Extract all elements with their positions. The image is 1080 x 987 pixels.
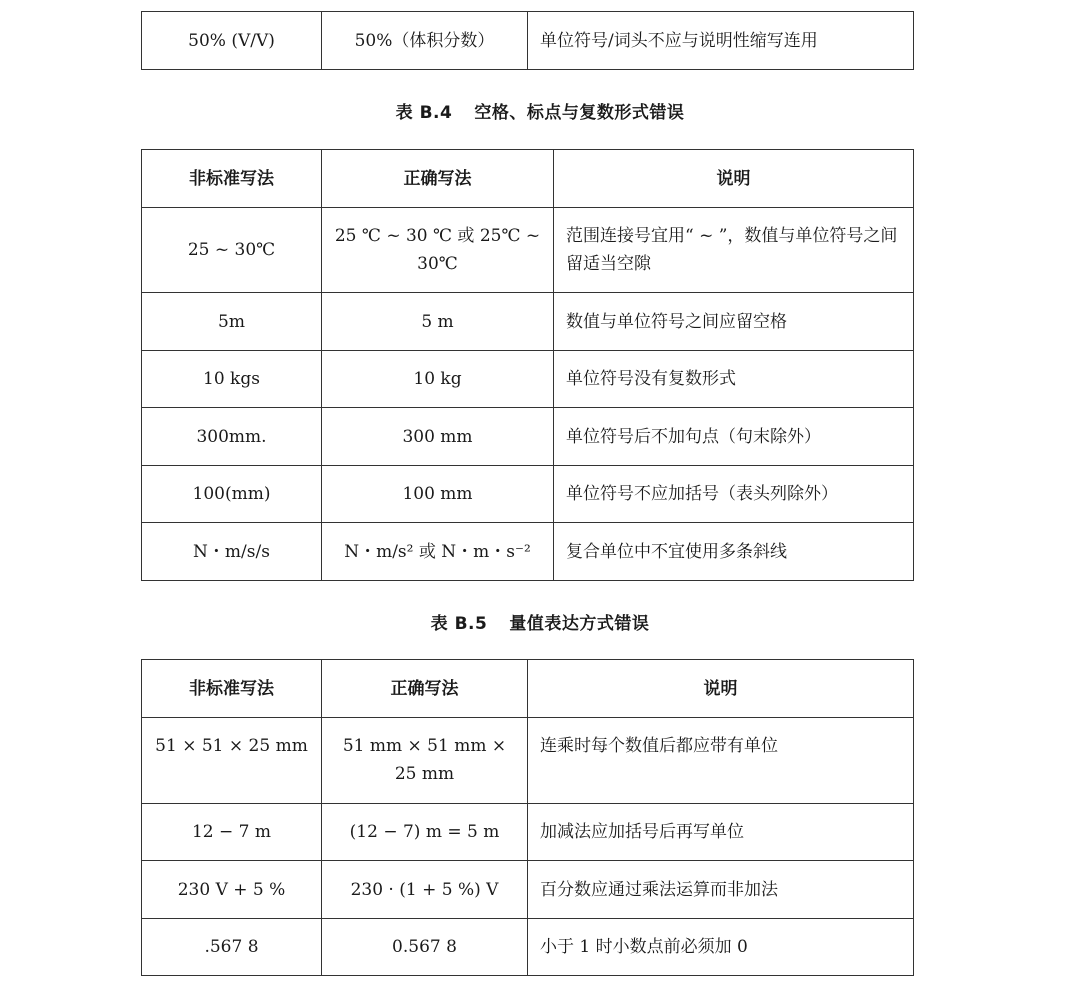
cell-right: 230 · (1 + 5 %) V — [322, 861, 528, 919]
header-wrong: 非标准写法 — [142, 150, 322, 208]
table-b5 — [141, 659, 914, 976]
cell-note: 单位符号后不加句点（句末除外） — [554, 408, 914, 466]
cell-note: 单位符号/词头不应与说明性缩写连用 — [528, 12, 914, 70]
table-row — [142, 523, 914, 581]
cell-right: (12 − 7) m = 5 m — [322, 804, 528, 861]
cell-right: 51 mm × 51 mm × 25 mm — [322, 718, 528, 804]
header-right: 正确写法 — [322, 660, 528, 718]
cell-wrong: 25 ~ 30℃ — [142, 208, 322, 293]
cell-note: 加减法应加括号后再写单位 — [528, 804, 914, 861]
table-header-row — [142, 660, 914, 718]
header-note: 说明 — [528, 660, 914, 718]
table-row — [142, 351, 914, 408]
table-row — [142, 466, 914, 523]
table-caption-b5 — [0, 609, 1080, 634]
cell-right: 300 mm — [322, 408, 554, 466]
cell-note: 数值与单位符号之间应留空格 — [554, 293, 914, 351]
caption-title: 量值表达方式错误 — [509, 614, 650, 634]
cell-right: 100 mm — [322, 466, 554, 523]
cell-right: 10 kg — [322, 351, 554, 408]
caption-number: 表 B.4 — [395, 103, 453, 123]
table-row — [142, 208, 914, 293]
header-note: 说明 — [554, 150, 914, 208]
table-b4 — [141, 149, 914, 581]
header-right: 正确写法 — [322, 150, 554, 208]
table-caption-b4 — [0, 98, 1080, 123]
table-header-row — [142, 150, 914, 208]
cell-wrong: N・m/s/s — [142, 523, 322, 581]
table-row — [142, 804, 914, 861]
header-wrong: 非标准写法 — [142, 660, 322, 718]
cell-note: 连乘时每个数值后都应带有单位 — [528, 718, 914, 804]
cell-wrong: 100(mm) — [142, 466, 322, 523]
cell-wrong: 10 kgs — [142, 351, 322, 408]
cell-wrong: 300mm. — [142, 408, 322, 466]
cell-note: 小于 1 时小数点前必须加 0 — [528, 919, 914, 976]
table-row — [142, 408, 914, 466]
table-row — [142, 861, 914, 919]
cell-right: N・m/s² 或 N・m・s⁻² — [322, 523, 554, 581]
table-row — [142, 293, 914, 351]
cell-right: 25 ℃ ~ 30 ℃ 或 25℃ ~ 30℃ — [322, 208, 554, 293]
cell-right: 50%（体积分数） — [322, 12, 528, 70]
cell-wrong: .567 8 — [142, 919, 322, 976]
table-row — [142, 718, 914, 804]
cell-right: 0.567 8 — [322, 919, 528, 976]
caption-title: 空格、标点与复数形式错误 — [474, 103, 685, 123]
cell-right: 5 m — [322, 293, 554, 351]
cell-wrong: 51 × 51 × 25 mm — [142, 718, 322, 804]
cell-note: 复合单位中不宜使用多条斜线 — [554, 523, 914, 581]
table-row — [142, 919, 914, 976]
table-top-fragment — [141, 11, 914, 70]
cell-wrong: 50% (V/V) — [142, 12, 322, 70]
table-row — [142, 12, 914, 70]
cell-note: 单位符号没有复数形式 — [554, 351, 914, 408]
cell-wrong: 5m — [142, 293, 322, 351]
cell-note: 单位符号不应加括号（表头列除外） — [554, 466, 914, 523]
cell-note: 范围连接号宜用“ ~ ”，数值与单位符号之间留适当空隙 — [554, 208, 914, 293]
cell-wrong: 230 V + 5 % — [142, 861, 322, 919]
cell-note: 百分数应通过乘法运算而非加法 — [528, 861, 914, 919]
caption-number: 表 B.5 — [430, 614, 488, 634]
cell-wrong: 12 − 7 m — [142, 804, 322, 861]
